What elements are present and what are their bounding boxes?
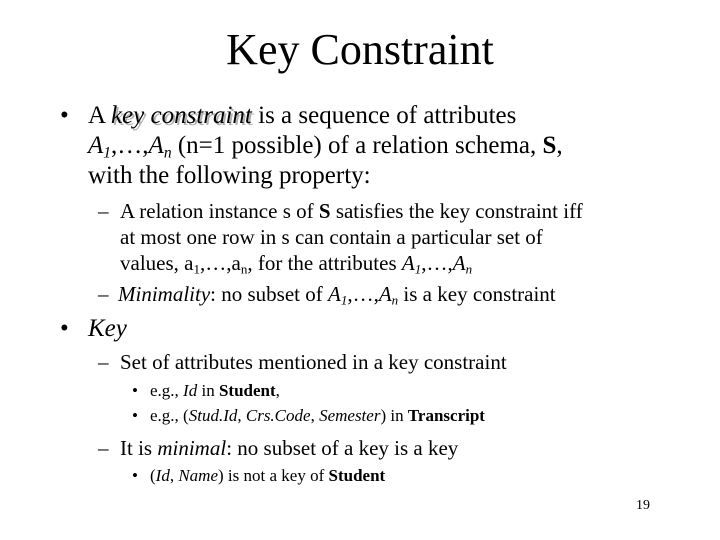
attr-name: Id	[155, 466, 170, 485]
attr-var: A	[88, 132, 104, 159]
text: (	[150, 466, 156, 485]
attr-var: A	[378, 282, 392, 306]
bullet-marker: •	[60, 102, 69, 129]
example-line	[150, 465, 385, 487]
text: It is	[120, 436, 158, 460]
page-number: 19	[636, 498, 650, 513]
bullet-marker-small: •	[132, 406, 138, 425]
text: ,	[237, 406, 246, 425]
text: ) in	[380, 406, 408, 425]
slide-title: Key Constraint	[226, 25, 494, 74]
text: is a key constraint	[398, 282, 556, 306]
text: : no subset of	[210, 282, 328, 306]
text: ) is not a key of	[218, 466, 329, 485]
text: values, a	[120, 251, 194, 275]
text: ,	[275, 381, 280, 400]
dash-marker: –	[98, 199, 109, 223]
minimal-term: minimal	[157, 436, 227, 460]
sub1-line2: at most one row in s can contain a particular set of	[120, 225, 543, 249]
subscript: 1	[193, 261, 200, 277]
subscript: 1	[414, 261, 422, 277]
text: , for the attributes	[247, 251, 402, 275]
attr-name: Id	[183, 381, 198, 400]
text: ,…,a	[200, 251, 241, 275]
sub-line	[120, 435, 458, 461]
text: ,…,	[111, 132, 149, 159]
bullet1-line3: with the following property:	[88, 162, 371, 189]
sub2-line	[118, 281, 556, 307]
text: (n=1 possible) of a relation schema,	[171, 132, 543, 159]
dash-marker: –	[98, 282, 109, 306]
attr-name: Semester	[319, 406, 381, 425]
attr-name: Stud.Id	[188, 406, 238, 425]
sub1-line1	[120, 198, 583, 224]
subscript: n	[163, 144, 172, 162]
dash-marker: –	[98, 436, 109, 460]
bullet1-line1	[88, 101, 516, 131]
text: e.g.,	[150, 381, 184, 400]
attr-name: Name	[178, 466, 219, 485]
sub1-line3	[120, 250, 472, 276]
text: ,	[556, 132, 563, 159]
example-line	[150, 405, 485, 427]
dash-marker: –	[98, 350, 109, 374]
bullet-marker-small: •	[132, 466, 138, 485]
subscript: n	[391, 292, 399, 308]
attr-name: Crs.Code	[245, 406, 311, 425]
text: is a sequence of attributes	[251, 102, 517, 129]
text: in	[197, 381, 219, 400]
bullet-marker-small: •	[132, 381, 138, 400]
bullet-marker: •	[60, 315, 69, 342]
text: A	[88, 102, 111, 129]
text: e.g., (	[150, 406, 189, 425]
sub-line: Set of attributes mentioned in a key constraint	[120, 350, 507, 374]
attr-var: A	[148, 132, 164, 159]
bullet1-line2	[88, 131, 563, 161]
relation-name: Transcript	[407, 406, 485, 425]
text: : no subset of a key is a key	[226, 436, 459, 460]
text: ,…,	[421, 251, 453, 275]
text: ,…,	[347, 282, 379, 306]
key-heading: Key	[88, 315, 127, 342]
subscript: 1	[340, 292, 348, 308]
attr-var: A	[401, 251, 415, 275]
example-line	[150, 380, 280, 402]
subscript: n	[240, 261, 248, 277]
subscript: 1	[103, 144, 112, 162]
subscript: n	[465, 261, 473, 277]
schema-name: S	[542, 132, 557, 159]
schema-name: S	[318, 199, 331, 223]
text: satisfies the key constraint iff	[330, 199, 583, 223]
minimality-term: Minimality	[118, 282, 211, 306]
key-constraint-term: key constraint	[110, 102, 252, 129]
relation-name: Student	[218, 381, 276, 400]
attr-var: A	[452, 251, 466, 275]
text: A relation instance s of	[120, 199, 319, 223]
text: ,	[310, 406, 320, 425]
relation-name: Student	[328, 466, 386, 485]
text: ,	[169, 466, 179, 485]
attr-var: A	[327, 282, 341, 306]
